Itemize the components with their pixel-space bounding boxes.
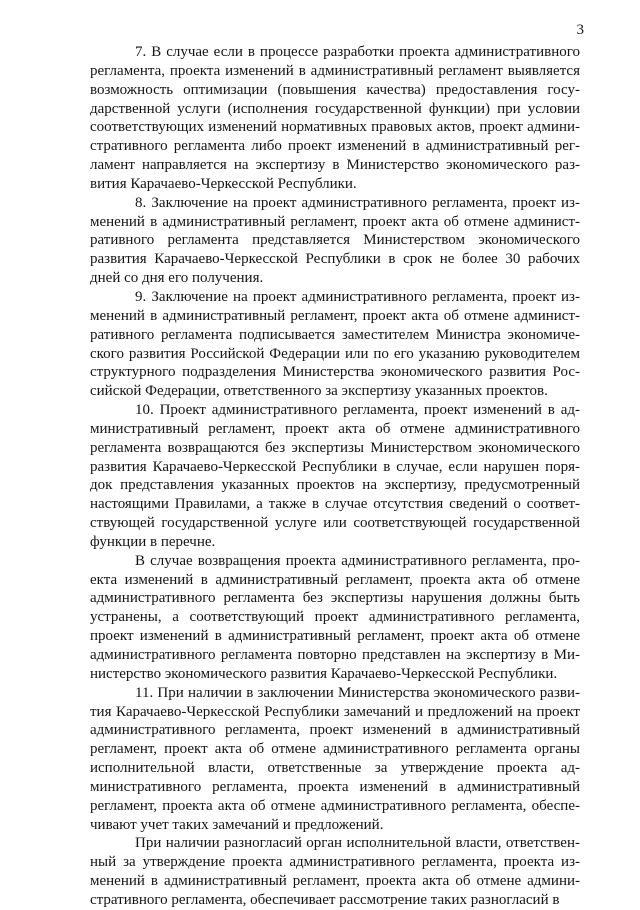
paragraph-11-continuation: При наличии разногласий орган исполнительной власти, ответственный за утверждение проекта административного регламента, проекта изменений в административный регламент, проекта акта об отмене административного регламента, обеспечивает рассмотрение таких разногласий в (90, 835, 580, 908)
paragraph-10: 10. Проект административного регламента, проект изменений в административный регламент, проект акта об отмене административного регламента возвращаются без экспертизы Министерством экономического развития Карачаево-Черкесской Республики в случае, если нарушен порядок представления указанных проектов на экспертизу, предусмотренный настоящими Правилами, а также в случае отсутствия сведений о соответствующей государственной услуге или соответствующей государственной функции в перечне. (90, 402, 580, 550)
paragraph-7: 7. В случае если в процессе разработки проекта административного регламента, проекта изменений в административный регламент выявляется возможность оптимизации (повышения качества) предоставления государственной услуги (исполнения государственной функции) при условии соответствующих изменений нормативных правовых актов, проект административного регламента либо проект изменений в административный регламент направляется на экспертизу в Министерство экономического развития Карачаево-Черкесской Республики. (90, 44, 580, 192)
paragraph-9: 9. Заключение на проект административного регламента, проект изменений в административный регламент, проект акта об отмене административного регламента подписывается заместителем Министра экономического развития Российской Федерации или по его указанию руководителем структурного подразделения Министерства экономического развития Российской Федерации, ответственного за экспертизу указанных проектов. (90, 288, 580, 400)
paragraph-8: 8. Заключение на проект административного регламента, проект изменений в административный регламент, проект акта об отмене административного регламента представляется Министерством экономического развития Карачаево-Черкесской Республики в срок не более 30 рабочих дней со дня его получения. (90, 194, 580, 287)
paragraph-11: 11. При наличии в заключении Министерства экономического развития Карачаево-Черкесской Республики замечаний и предложений на проект административного регламента, проект изменений в административный регламент, проект акта об отмене административного регламента органы исполнительной власти, ответственные за утверждение проекта административного регламента, проекта изменений в административный регламент, проекта акта об отмене административного регламента, обеспечивают учет таких замечаний и предложений. (90, 684, 580, 833)
document-body (90, 43, 580, 910)
page-number: 3 (576, 22, 584, 38)
paragraph-10-continuation: В случае возвращения проекта административного регламента, проекта изменений в административный регламент, проекта акта об отмене административного регламента без экспертизы нарушения должны быть устранены, а соответствующий проект административного регламента, проект изменений в административный регламент, проект акта об отмене административного регламента повторно представлен на экспертизу в Министерство экономического развития Карачаево-Черкесской Республики. (90, 552, 580, 682)
